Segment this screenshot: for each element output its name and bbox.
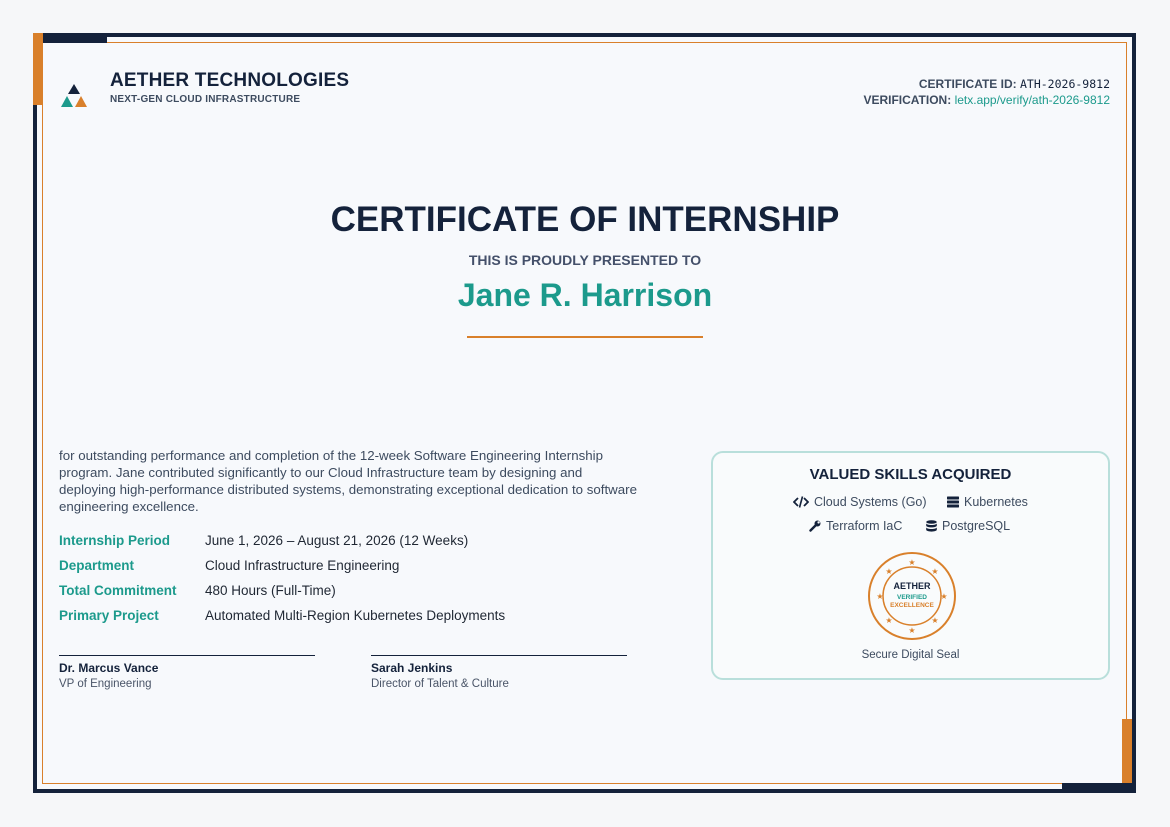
brand-name: AETHER TECHNOLOGIES — [110, 70, 350, 91]
signature-block — [371, 655, 627, 690]
recipient-name: Jane R. Harrison — [457, 277, 713, 313]
detail-label: Internship Period — [59, 533, 171, 548]
skill-item — [809, 519, 902, 533]
skill-label: Kubernetes — [964, 495, 1028, 509]
certificate-meta — [863, 76, 1110, 108]
skills-title: VALUED SKILLS ACQUIRED — [809, 466, 1012, 483]
name-underline — [467, 336, 703, 338]
server-icon — [947, 496, 959, 508]
skill-label: PostgreSQL — [942, 519, 1011, 533]
presented-to-text: THIS IS PROUDLY PRESENTED TO — [468, 252, 702, 268]
svg-text:★: ★ — [931, 616, 939, 625]
verification-label: VERIFICATION: — [863, 93, 952, 107]
skill-label: Cloud Systems (Go) — [814, 495, 927, 509]
seal-caption: Secure Digital Seal — [861, 649, 960, 661]
skill-item — [947, 495, 1028, 509]
svg-text:★: ★ — [908, 626, 916, 635]
signatory-name: Sarah Jenkins — [371, 661, 453, 675]
certificate-id-value: ATH-2026-9812 — [1019, 77, 1110, 91]
detail-value: Cloud Infrastructure Engineering — [205, 558, 400, 573]
detail-label: Primary Project — [59, 608, 159, 623]
corner-accent-bottom-right — [1062, 783, 1136, 793]
internship-details — [59, 528, 505, 628]
database-icon — [926, 520, 937, 532]
brand-tagline: NEXT-GEN CLOUD INFRASTRUCTURE — [110, 94, 301, 105]
certificate-description: for outstanding performance and completion of the 12-week Software Engineering Internship program. Jane contributed significantly to our Cloud Infrastructure team by designing and deploying high-performance distributed systems, demonstrating exceptional dedication to software engineering excellence. — [59, 448, 637, 514]
svg-text:★: ★ — [931, 567, 939, 576]
detail-label: Department — [59, 558, 135, 573]
signatory-role: VP of Engineering — [59, 678, 152, 690]
detail-row — [59, 553, 505, 578]
detail-row — [59, 578, 505, 603]
svg-text:★: ★ — [876, 592, 884, 601]
wrench-icon — [809, 520, 821, 532]
seal-line3: EXCELLENCE — [890, 602, 934, 609]
detail-value: Automated Multi-Region Kubernetes Deployments — [205, 608, 506, 623]
code-icon — [793, 496, 809, 508]
aether-logo-icon — [60, 84, 88, 108]
signatory-role: Director of Talent & Culture — [371, 678, 509, 690]
seal-line2: VERIFIED — [897, 594, 927, 601]
signatory-name: Dr. Marcus Vance — [59, 661, 159, 675]
detail-row — [59, 528, 505, 553]
skills-card — [711, 451, 1110, 680]
detail-value: June 1, 2026 – August 21, 2026 (12 Weeks) — [205, 533, 469, 548]
verified-seal-icon — [867, 551, 957, 641]
certificate-title: CERTIFICATE OF INTERNSHIP — [330, 200, 840, 239]
skill-item — [793, 495, 927, 509]
verification-link[interactable]: letx.app/verify/ath-2026-9812 — [954, 93, 1110, 107]
detail-label: Total Commitment — [59, 583, 177, 598]
corner-accent-left — [33, 33, 43, 105]
svg-text:★: ★ — [885, 616, 893, 625]
svg-text:★: ★ — [908, 558, 916, 567]
svg-text:★: ★ — [885, 567, 893, 576]
seal-line1: AETHER — [893, 581, 931, 591]
detail-row — [59, 603, 505, 628]
verification-row — [863, 92, 1110, 108]
corner-accent-right — [1122, 719, 1132, 783]
certificate-id-row — [863, 76, 1110, 92]
skill-item — [926, 519, 1010, 533]
certificate-id-label: CERTIFICATE ID: — [918, 77, 1017, 91]
svg-text:★: ★ — [940, 592, 948, 601]
corner-accent-top-left — [33, 33, 107, 43]
detail-value: 480 Hours (Full-Time) — [205, 583, 336, 598]
skill-label: Terraform IaC — [826, 519, 903, 533]
signature-block — [59, 655, 315, 690]
